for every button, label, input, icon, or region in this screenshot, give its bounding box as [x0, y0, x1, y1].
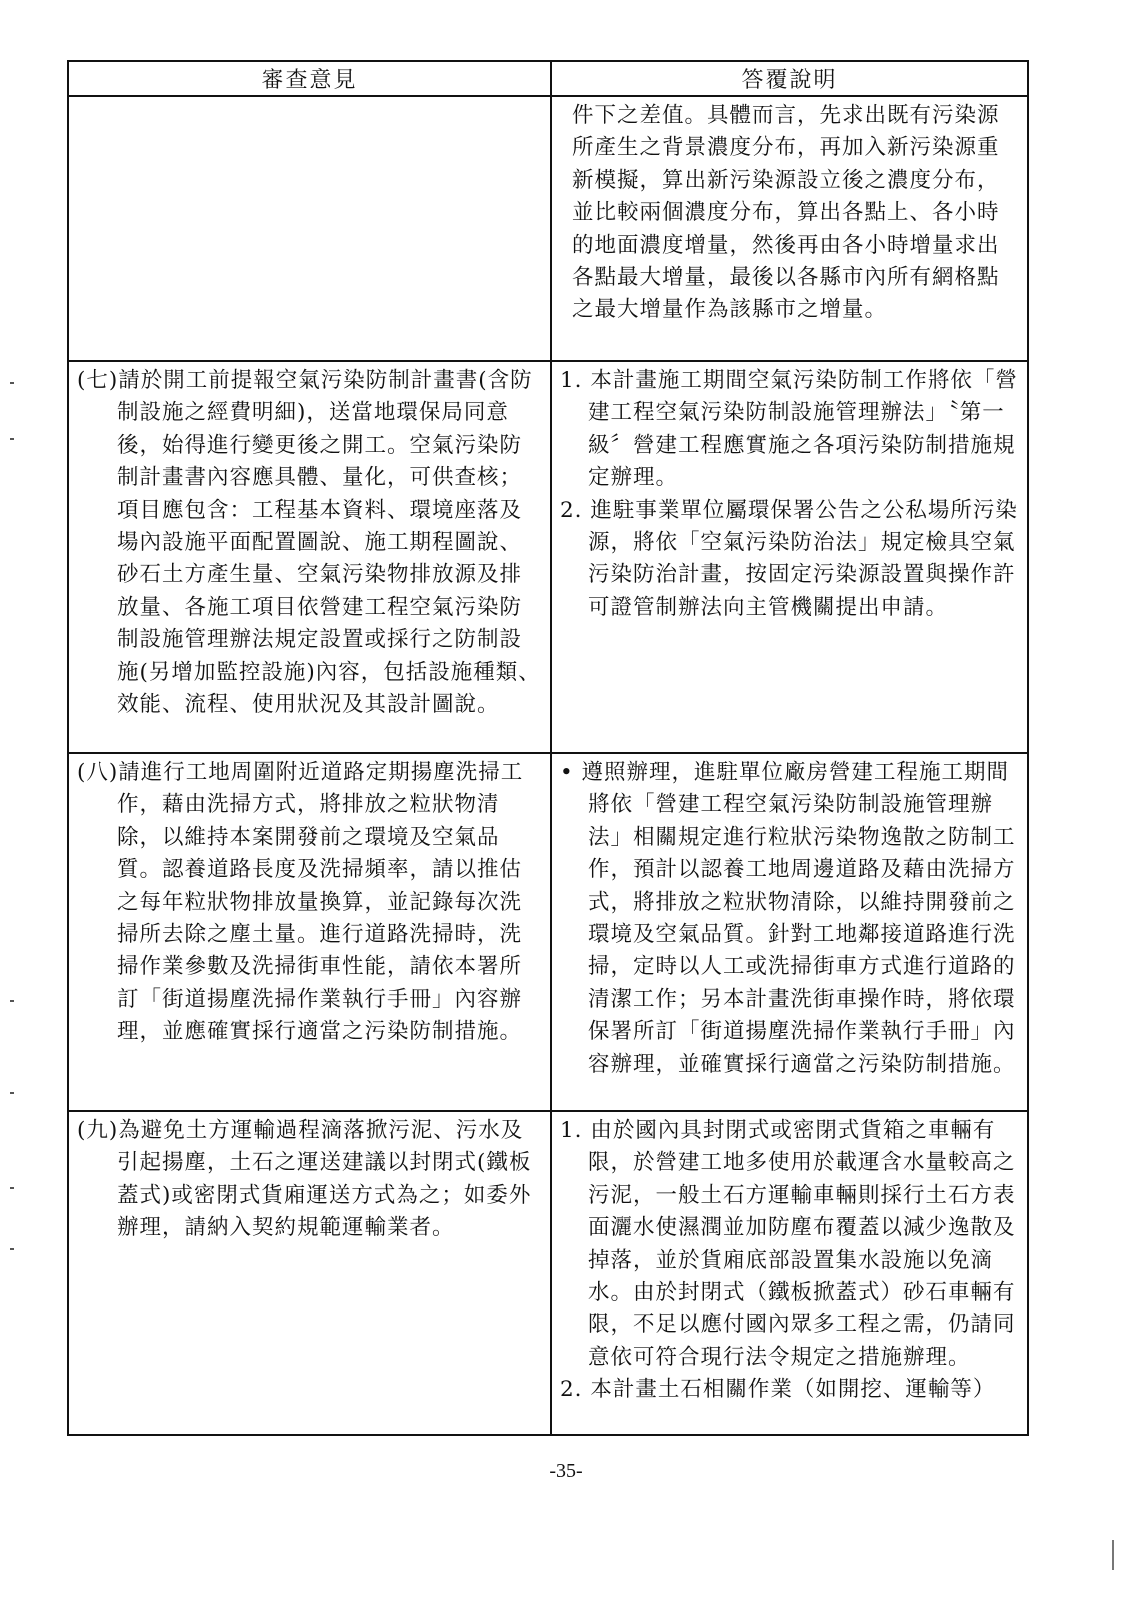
item-text: 由於國內具封閉式或密閉式貨箱之車輛有限，於營建工地多使用於載運含水量較高之污泥，一般土石方運輸車輛則採行土石方表面灑水使濕潤並加防塵布覆蓋以減少逸散及掉落，並於貨廂底部設置集水設施以免滴水。由於封閉式（鐵板掀蓋式）砂石車輛有限，不足以應付國內眾多工程之需，仍請同意依可符合現行法令規定之措施辦理。	[588, 1118, 1016, 1370]
review-item	[77, 757, 542, 1049]
page-number: -35-	[549, 1460, 583, 1482]
margin-mark	[10, 1187, 14, 1189]
response-cell	[551, 1111, 1028, 1435]
response-item	[560, 495, 1019, 625]
response-item	[560, 365, 1019, 495]
header-response: 答覆說明	[551, 61, 1028, 96]
item-text: 請於開工前提報空氣污染防制計畫書(含防制設施之經費明細)，送當地環保局同意後，始得進行變更後之開工。空氣污染防制計畫書內容應具體、量化，可供查核；項目應包含：工程基本資料、環境座落及場內設施平面配置圖說、施工期程圖說、砂石土方產生量、空氣污染物排放源及排放量、各施工項目依營建工程空氣污染防制設施管理辦法規定設置或採行之防制設施(另增加監控設施)內容，包括設施種類、效能、流程、使用狀況及其設計圖說。	[117, 368, 541, 718]
table-row	[68, 1111, 1028, 1435]
review-cell	[68, 361, 551, 753]
review-item	[77, 1115, 542, 1245]
item-text: 進駐事業單位屬環保署公告之公私場所污染源，將依「空氣污染防治法」規定檢具空氣污染防治計畫，按固定污染源設置與操作許可證管制辦法向主管機關提出申請。	[588, 497, 1018, 620]
item-marker: 1.	[560, 1118, 583, 1143]
margin-mark	[10, 438, 14, 440]
scan-edge-line	[1112, 1540, 1114, 1570]
margin-mark	[10, 382, 14, 384]
item-marker: 2.	[560, 497, 583, 523]
item-marker: (八)	[77, 760, 119, 785]
review-cell	[68, 96, 551, 361]
margin-mark	[10, 1000, 14, 1002]
header-review-comments: 審查意見	[68, 61, 551, 96]
table-row	[68, 96, 1028, 361]
margin-mark	[10, 1092, 14, 1094]
review-response-table	[67, 60, 1029, 1436]
table-row	[68, 753, 1028, 1111]
item-text: 本計畫施工期間空氣污染防制工作將依「營建工程空氣污染防制設施管理辦法」〝第一級〞營建工程應實施之各項污染防制措施規定辦理。	[588, 368, 1018, 491]
review-cell	[68, 1111, 551, 1435]
review-cell	[68, 753, 551, 1111]
response-item	[560, 1374, 1019, 1406]
response-cell	[551, 753, 1028, 1111]
response-text: 件下之差值。具體而言，先求出既有污染源所產生之背景濃度分布，再加入新污染源重新模擬，算出新污染源設立後之濃度分布，並比較兩個濃度分布，算出各點上、各小時的地面濃度增量，然後再由各小時增量求出各點最大增量，最後以各縣市內所有網格點之最大增量作為該縣市之增量。	[572, 103, 1000, 323]
bullet-marker: •	[560, 760, 574, 785]
response-cell	[551, 361, 1028, 753]
response-item	[560, 1115, 1019, 1374]
margin-mark	[10, 1248, 14, 1250]
table-row	[68, 361, 1028, 753]
item-marker: 1.	[560, 368, 583, 393]
item-text: 本計畫土石相關作業（如開挖、運輸等）	[590, 1377, 996, 1403]
table-header-row	[68, 61, 1028, 96]
item-marker: (九)	[77, 1118, 119, 1143]
item-marker: 2.	[560, 1377, 583, 1403]
item-marker: (七)	[77, 368, 119, 393]
review-item	[77, 365, 542, 721]
response-cell	[551, 96, 1028, 361]
response-item	[560, 757, 1019, 1081]
item-text: 為避免土方運輸過程滴落掀污泥、污水及引起揚塵，土石之運送建議以封閉式(鐵板蓋式)或密閉式貨廂運送方式為之；如委外辦理，請納入契約規範運輸業者。	[117, 1118, 532, 1241]
item-text: 遵照辦理，進駐單位廠房營建工程施工期間將依「營建工程空氣污染防制設施管理辦法」相關規定進行粒狀污染物逸散之防制工作，預計以認養工地周邊道路及藉由洗掃方式，將排放之粒狀物清除，以維持開發前之環境及空氣品質。針對工地鄰接道路進行洗掃，定時以人工或洗掃街車方式進行道路的清潔工作；另本計畫洗街車操作時，將依環保署所訂「街道揚塵洗掃作業執行手冊」內容辦理，並確實採行適當之污染防制措施。	[581, 760, 1016, 1077]
item-text: 請進行工地周圍附近道路定期揚塵洗掃工作，藉由洗掃方式，將排放之粒狀物清除，以維持本案開發前之環境及空氣品質。認養道路長度及洗掃頻率，請以推估之每年粒狀物排放量換算，並記錄每次洗掃所去除之塵土量。進行道路洗掃時，洗掃作業參數及洗掃街車性能，請依本署所訂「街道揚塵洗掃作業執行手冊」內容辦理，並應確實採行適當之污染防制措施。	[117, 760, 524, 1045]
